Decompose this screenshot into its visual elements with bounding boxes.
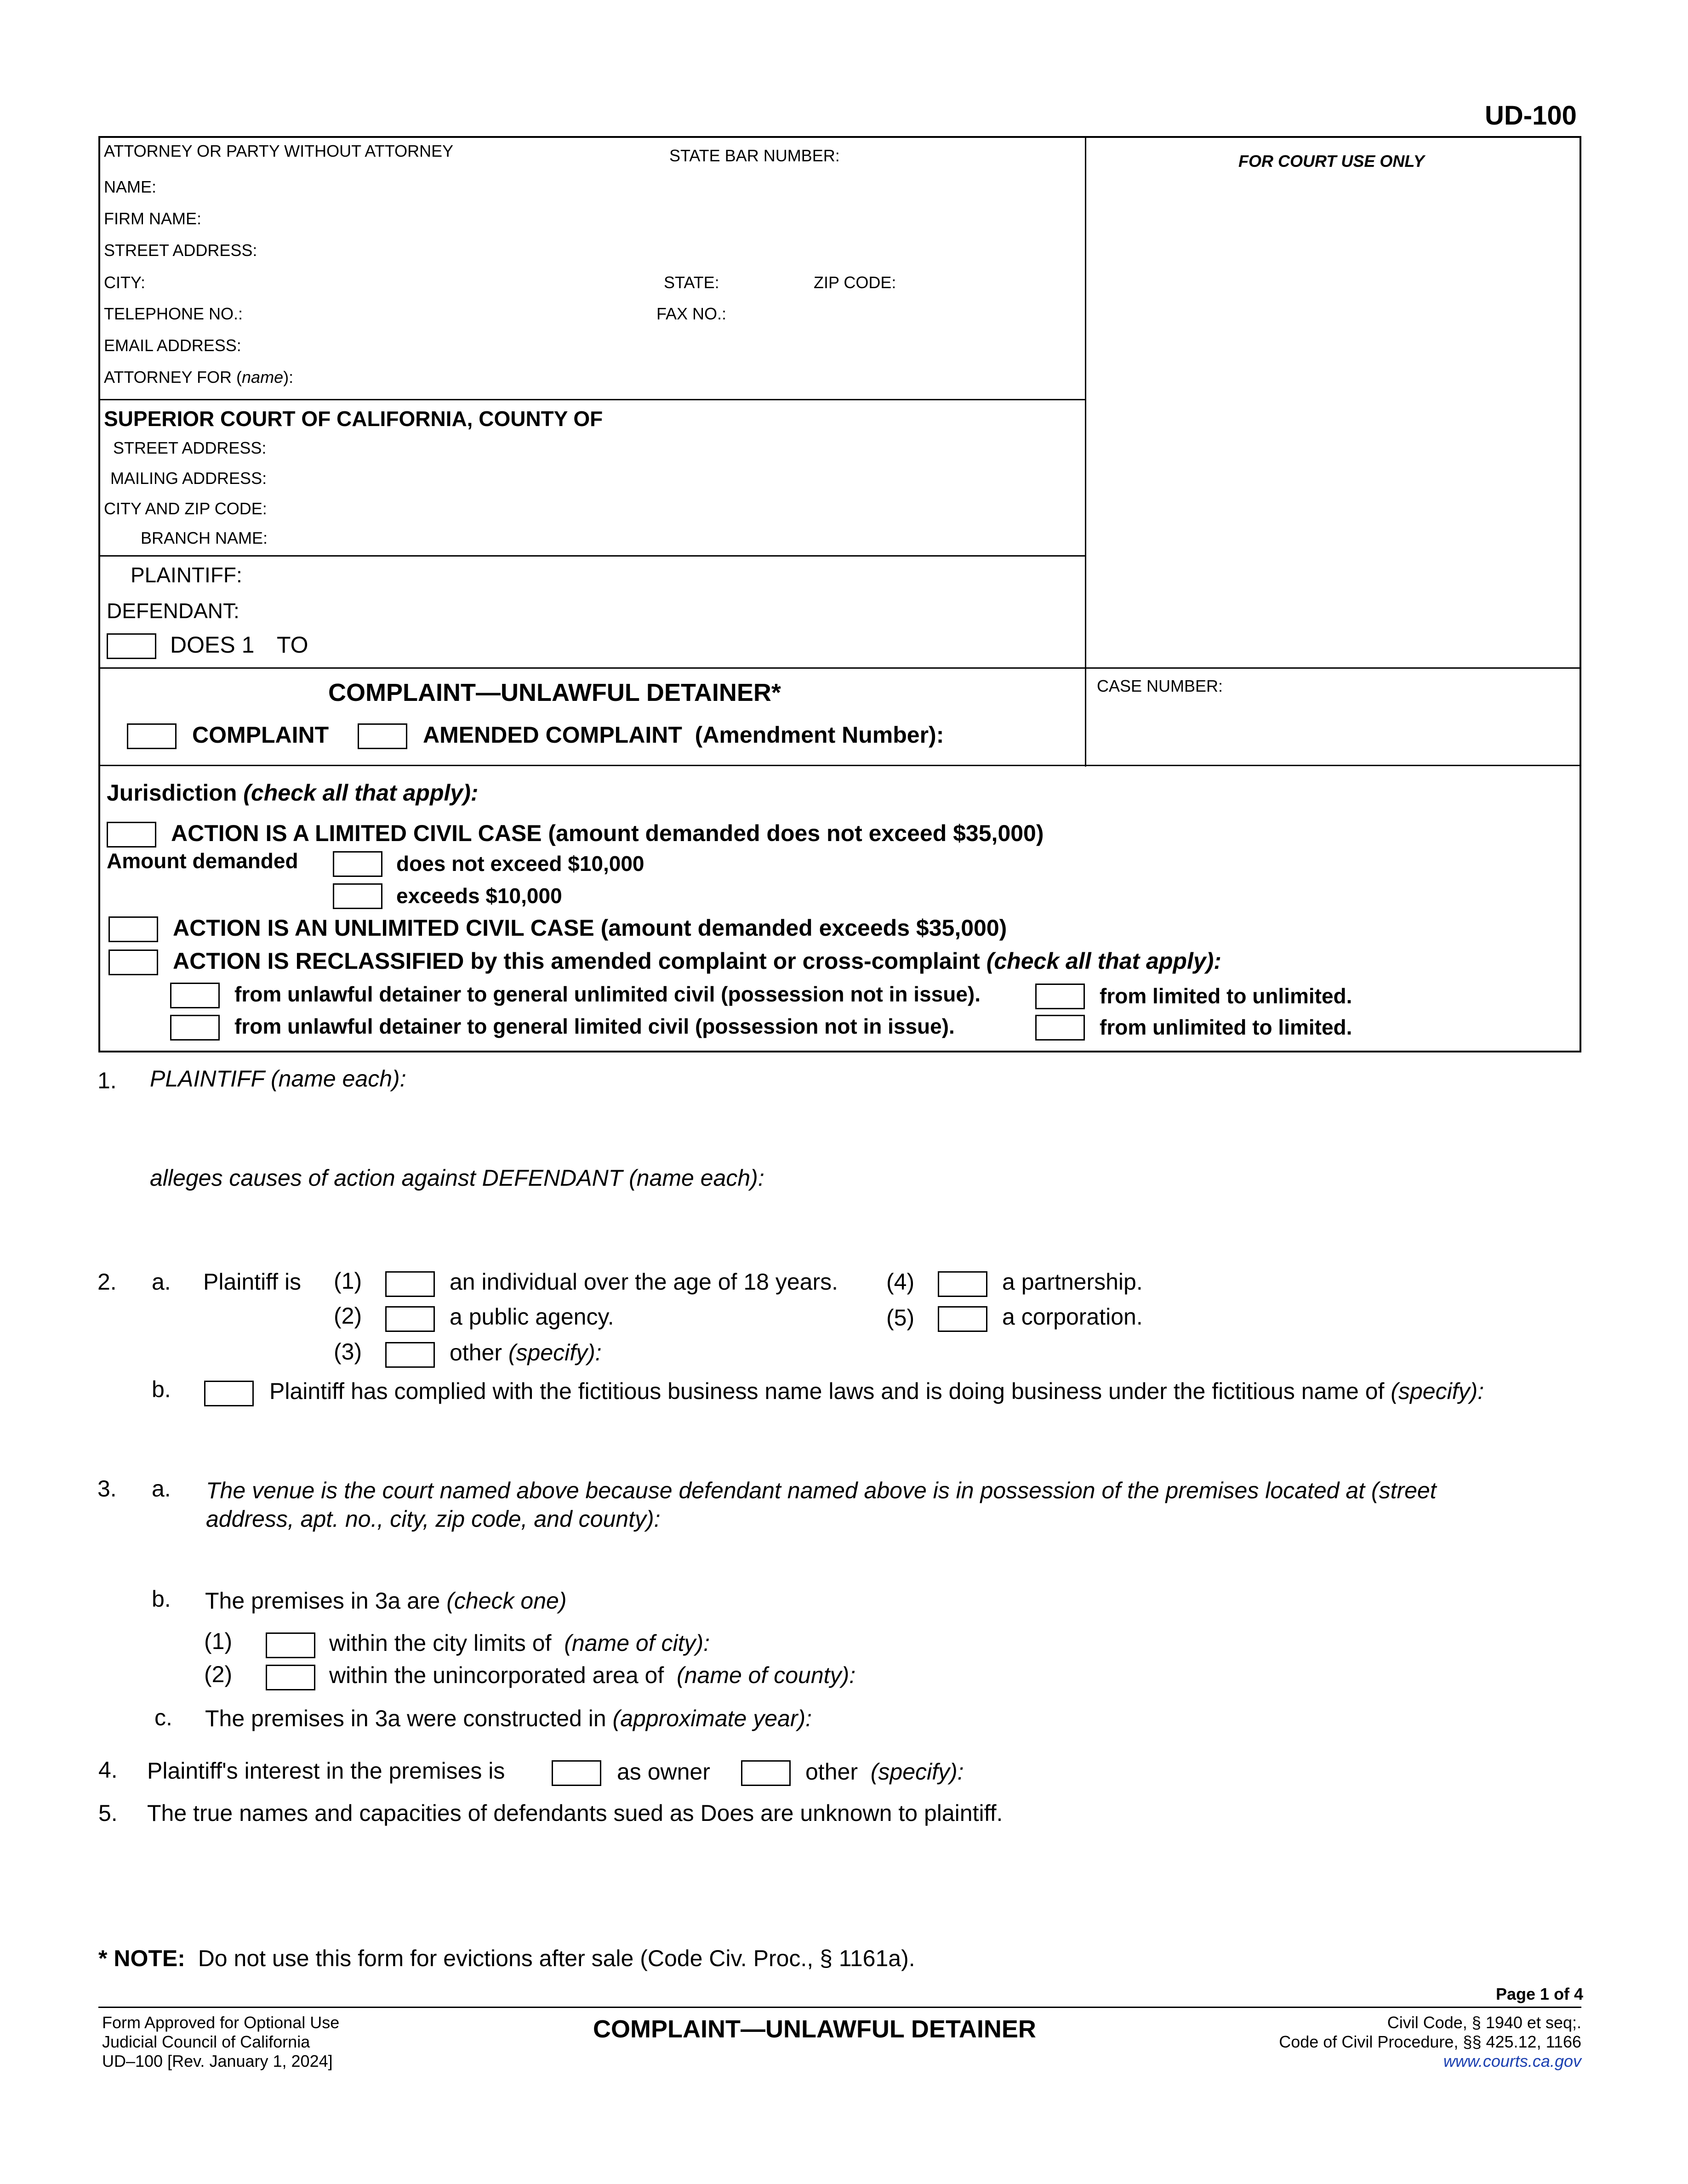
plaintiff-label: PLAINTIFF:: [131, 563, 242, 587]
as-owner-checkbox[interactable]: [552, 1760, 601, 1786]
option-2-number: (2): [334, 1303, 362, 1329]
venue-line-2: address, apt. no., city, zip code, and county):: [206, 1506, 661, 1532]
unincorporated-label: within the unincorporated area of (name of county):: [329, 1662, 856, 1688]
complaint-checkbox[interactable]: [127, 723, 177, 749]
unlimited-to-limited-label: from unlimited to limited.: [1100, 1015, 1352, 1039]
does-label: DOES 1: [170, 632, 255, 658]
divider-court: [98, 555, 1086, 557]
complaint-title: COMPLAINT—UNLAWFUL DETAINER*: [328, 679, 781, 706]
public-agency-checkbox[interactable]: [385, 1306, 435, 1332]
name-label: NAME:: [104, 177, 157, 196]
option-3-number: (3): [334, 1339, 362, 1365]
corporation-checkbox[interactable]: [938, 1306, 987, 1332]
interest-label: Plaintiff's interest in the premises is: [147, 1758, 505, 1784]
judicial-council: Judicial Council of California: [102, 2032, 310, 2051]
as-owner-label: as owner: [617, 1759, 710, 1785]
exceeds-10000-label: exceeds $10,000: [396, 884, 562, 908]
not-exceed-10000-label: does not exceed $10,000: [396, 852, 644, 876]
other-interest-label: other (specify):: [805, 1759, 964, 1785]
venue-line-1: The venue is the court named above because defendant named above is in possession of the premises located at (street: [206, 1478, 1437, 1503]
court-city-zip-label: CITY AND ZIP CODE:: [104, 499, 267, 518]
unlimited-civil-label: ACTION IS AN UNLIMITED CIVIL CASE (amount demanded exceeds $35,000): [173, 915, 1007, 941]
amended-complaint-label: AMENDED COMPLAINT (Amendment Number):: [423, 722, 944, 748]
city-limits-label: within the city limits of (name of city):: [329, 1630, 710, 1656]
limited-civil-label: ACTION IS A LIMITED CIVIL CASE (amount demanded does not exceed $35,000): [171, 820, 1044, 846]
unincorporated-number: (2): [204, 1661, 233, 1687]
court-use-label: FOR COURT USE ONLY: [1238, 152, 1425, 171]
item-5-number: 5.: [98, 1800, 118, 1826]
amended-complaint-checkbox[interactable]: [358, 723, 407, 749]
option-1-number: (1): [334, 1268, 362, 1294]
form-revision: UD–100 [Rev. January 1, 2024]: [102, 2052, 333, 2070]
item-2-number: 2.: [97, 1269, 117, 1295]
state-bar-label: STATE BAR NUMBER:: [669, 146, 840, 165]
street-address-label: STREET ADDRESS:: [104, 241, 257, 260]
premises-check-one-label: The premises in 3a are (check one): [205, 1588, 567, 1614]
exceeds-10000-checkbox[interactable]: [333, 883, 382, 909]
footer-rule: [98, 2007, 1581, 2008]
complaint-label: COMPLAINT: [192, 722, 329, 748]
other-interest-checkbox[interactable]: [741, 1760, 791, 1786]
page-number: Page 1 of 4: [1496, 1985, 1584, 2003]
does-to-label: TO: [277, 632, 308, 658]
unlimited-to-limited-checkbox[interactable]: [1035, 1015, 1085, 1041]
does-unknown-text: The true names and capacities of defendants sued as Does are unknown to plaintiff.: [147, 1800, 1003, 1826]
divider-jurisdiction: [98, 765, 1581, 766]
civil-code-citation: Civil Code, § 1940 et seq;.: [1387, 2013, 1581, 2032]
item-3a-letter: a.: [152, 1476, 171, 1502]
jurisdiction-title: Jurisdiction (check all that apply):: [107, 780, 479, 806]
note: * NOTE: Do not use this form for evictions after sale (Code Civ. Proc., § 1161a).: [98, 1945, 915, 1971]
item-1-number: 1.: [97, 1068, 117, 1093]
city-limits-number: (1): [204, 1628, 233, 1654]
amount-demanded-label: Amount demanded: [107, 849, 298, 873]
item-2a-letter: a.: [152, 1269, 171, 1295]
alleges-label: alleges causes of action against DEFENDANT (name each):: [150, 1165, 764, 1191]
firm-name-label: FIRM NAME:: [104, 209, 201, 228]
telephone-label: TELEPHONE NO.:: [104, 304, 243, 323]
ud-to-unlimited-checkbox[interactable]: [170, 983, 220, 1008]
city-label: CITY:: [104, 273, 146, 292]
footer-title: COMPLAINT—UNLAWFUL DETAINER: [593, 2015, 1036, 2043]
ud-to-limited-checkbox[interactable]: [170, 1015, 220, 1041]
divider-attorney: [98, 399, 1086, 400]
court-street-label: STREET ADDRESS:: [113, 438, 267, 457]
limited-to-unlimited-checkbox[interactable]: [1035, 984, 1085, 1009]
item-3-number: 3.: [97, 1476, 117, 1502]
unincorporated-checkbox[interactable]: [266, 1665, 315, 1690]
fax-label: FAX NO.:: [656, 304, 727, 323]
court-branch-label: BRANCH NAME:: [141, 529, 268, 547]
option-4-number: (4): [886, 1269, 915, 1295]
item-2b-letter: b.: [152, 1376, 171, 1402]
courts-website-link[interactable]: www.courts.ca.gov: [1443, 2052, 1581, 2070]
ud-to-limited-label: from unlawful detainer to general limited civil (possession not in issue).: [234, 1014, 955, 1038]
state-label: STATE:: [664, 273, 719, 292]
does-checkbox[interactable]: [107, 633, 156, 659]
other-plaintiff-label: other (specify):: [450, 1340, 602, 1365]
option-5-number: (5): [886, 1305, 915, 1331]
zip-code-label: ZIP CODE:: [814, 273, 896, 292]
partnership-checkbox[interactable]: [938, 1271, 987, 1297]
form-approved: Form Approved for Optional Use: [102, 2013, 340, 2032]
email-label: EMAIL ADDRESS:: [104, 336, 241, 355]
reclassified-label: ACTION IS RECLASSIFIED by this amended complaint or cross-complaint (check all that apply):: [173, 948, 1221, 974]
divider-parties: [98, 667, 1581, 669]
attorney-for-label: ATTORNEY FOR (name):: [104, 368, 294, 387]
constructed-label: The premises in 3a were constructed in (approximate year):: [205, 1706, 812, 1731]
court-title: SUPERIOR COURT OF CALIFORNIA, COUNTY OF: [104, 407, 603, 431]
partnership-label: a partnership.: [1002, 1269, 1143, 1295]
fictitious-name-label: Plaintiff has complied with the fictitious business name laws and is doing business under the fictitious name of (specify):: [269, 1378, 1484, 1404]
public-agency-label: a public agency.: [450, 1304, 614, 1330]
case-number-label: CASE NUMBER:: [1097, 677, 1223, 695]
item-3b-letter: b.: [152, 1586, 171, 1612]
defendant-label: DEFENDANT:: [107, 599, 240, 623]
ud-to-unlimited-label: from unlawful detainer to general unlimited civil (possession not in issue).: [234, 982, 981, 1006]
limited-civil-checkbox[interactable]: [107, 822, 156, 847]
fictitious-name-checkbox[interactable]: [204, 1381, 254, 1406]
reclassified-checkbox[interactable]: [108, 950, 158, 975]
plaintiff-name-each-label: PLAINTIFF (name each):: [150, 1066, 406, 1092]
unlimited-civil-checkbox[interactable]: [108, 916, 158, 942]
limited-to-unlimited-label: from limited to unlimited.: [1100, 984, 1352, 1008]
plaintiff-is-label: Plaintiff is: [203, 1269, 302, 1295]
court-use-divider: [1085, 136, 1086, 767]
individual-checkbox[interactable]: [385, 1271, 435, 1297]
city-limits-checkbox[interactable]: [266, 1632, 315, 1658]
item-3c-letter: c.: [154, 1705, 172, 1730]
ccp-citation: Code of Civil Procedure, §§ 425.12, 1166: [1279, 2032, 1581, 2051]
form-id: UD-100: [1485, 101, 1577, 131]
attorney-title: ATTORNEY OR PARTY WITHOUT ATTORNEY: [104, 142, 454, 160]
not-exceed-10000-checkbox[interactable]: [333, 851, 382, 877]
court-mailing-label: MAILING ADDRESS:: [110, 469, 267, 488]
item-4-number: 4.: [98, 1757, 118, 1783]
other-plaintiff-checkbox[interactable]: [385, 1342, 435, 1368]
corporation-label: a corporation.: [1002, 1304, 1143, 1330]
individual-label: an individual over the age of 18 years.: [450, 1269, 838, 1295]
